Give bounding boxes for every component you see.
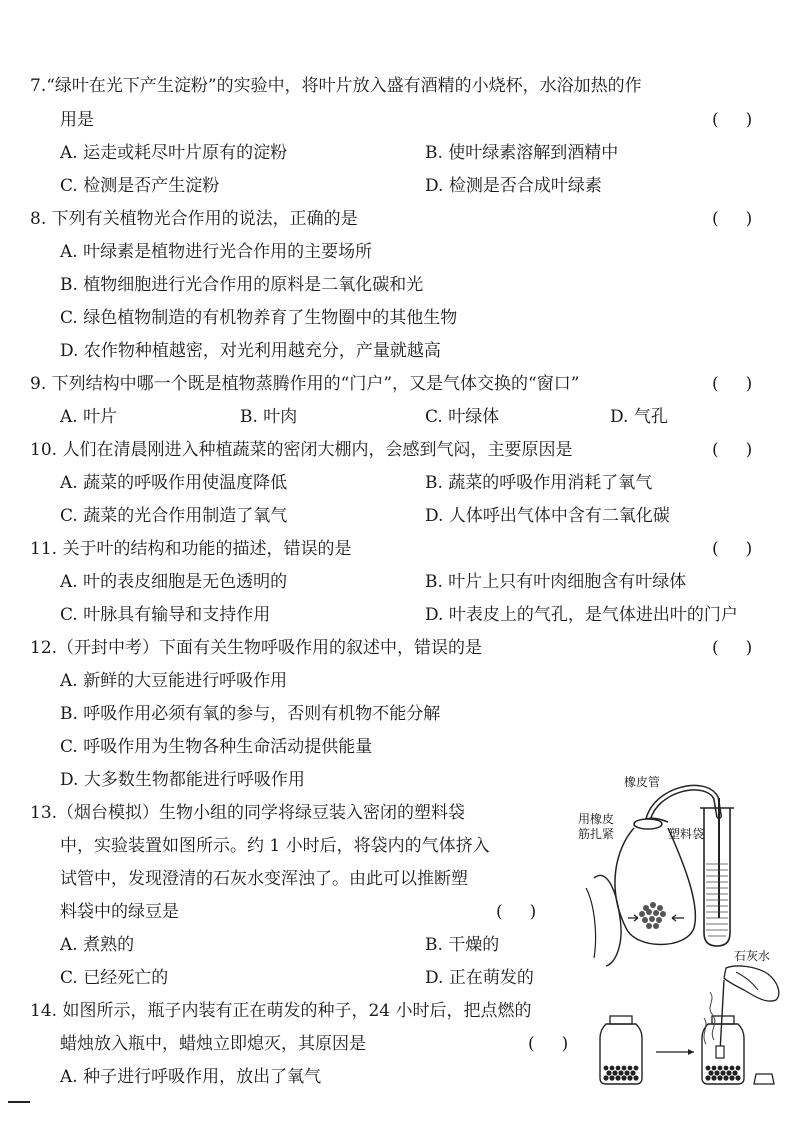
q8-option-c: C. 绿色植物制造的有机物养育了生物圈中的其他生物 [60,308,458,328]
q9-option-b: B. 叶肉 [240,407,298,427]
footer-rule [8,1101,30,1103]
answer-blank-14[interactable]: ( ) [528,1034,569,1054]
q11-option-c: C. 叶脉具有输导和支持作用 [60,605,271,625]
question-11-stem: 11. 关于叶的结构和功能的描述，错误的是 [30,539,352,559]
q9-option-a: A. 叶片 [60,407,118,427]
q7-option-a: A. 运走或耗尽叶片原有的淀粉 [60,143,288,163]
label-tie-line2: 筋扎紧 [578,827,615,841]
jar-candle-illustration [596,960,786,1090]
question-9-stem: 9. 下列结构中哪一个既是植物蒸腾作用的“门户”，又是气体交换的“窗口” [30,374,580,394]
answer-blank-9[interactable]: ( ) [712,374,753,394]
q7-option-c: C. 检测是否产生淀粉 [60,176,220,196]
question-12-stem: 12.（开封中考）下面有关生物呼吸作用的叙述中，错误的是 [30,638,483,658]
q14-option-a: A. 种子进行呼吸作用，放出了氧气 [60,1067,322,1087]
label-plastic-bag: 塑料袋 [668,827,705,841]
question-13-stem-cont-1: 中，实验装置如图所示。约 1 小时后，将袋内的气体挤入 [60,836,490,856]
q13-option-d: D. 正在萌发的 [425,968,534,988]
bag-apparatus-illustration [576,768,776,968]
answer-blank-11[interactable]: ( ) [712,539,753,559]
q13-option-c: C. 已经死亡的 [60,968,169,988]
q9-option-d: D. 气孔 [610,407,668,427]
q13-option-b: B. 干燥的 [425,935,500,955]
q7-option-b: B. 使叶绿素溶解到酒精中 [425,143,619,163]
question-10-stem: 10. 人们在清晨刚进入种植蔬菜的密闭大棚内，会感到气闷，主要原因是 [30,440,573,460]
question-13-stem-cont-3: 料袋中的绿豆是 [60,902,179,922]
answer-blank-12[interactable]: ( ) [712,638,753,658]
question-8-stem: 8. 下列有关植物光合作用的说法，正确的是 [30,209,358,229]
question-7-stem: 7.“绿叶在光下产生淀粉”的实验中，将叶片放入盛有酒精的小烧杯，水浴加热的作 [30,76,642,96]
q11-option-a: A. 叶的表皮细胞是无色透明的 [60,572,288,592]
q11-option-b: B. 叶片上只有叶肉细胞含有叶绿体 [425,572,687,592]
q12-option-a: A. 新鲜的大豆能进行呼吸作用 [60,671,288,691]
q12-option-c: C. 呼吸作用为生物各种生命活动提供能量 [60,737,373,757]
answer-blank-8[interactable]: ( ) [712,209,753,229]
label-rubber-tube: 橡皮管 [624,775,661,789]
answer-blank-13[interactable]: ( ) [496,902,537,922]
q13-option-a: A. 煮熟的 [60,935,135,955]
q8-option-d: D. 农作物种植越密，对光利用越充分，产量就越高 [60,341,441,361]
q11-option-d: D. 叶表皮上的气孔，是气体进出叶的门户 [425,605,738,625]
answer-blank-7[interactable]: ( ) [712,110,753,130]
answer-blank-10[interactable]: ( ) [712,440,753,460]
q9-option-c: C. 叶绿体 [425,407,500,427]
q8-option-a: A. 叶绿素是植物进行光合作用的主要场所 [60,242,373,262]
q12-option-b: B. 呼吸作用必须有氧的参与，否则有机物不能分解 [60,704,441,724]
q10-option-c: C. 蔬菜的光合作用制造了氧气 [60,506,288,526]
question-7-stem-cont: 用是 [60,110,94,130]
label-lime-water: 石灰水 [734,949,771,963]
label-tie-line1: 用橡皮 [578,812,615,826]
question-13-stem-cont-2: 试管中，发现澄清的石灰水变浑浊了。由此可以推断塑 [60,869,468,889]
question-13-stem: 13.（烟台模拟）生物小组的同学将绿豆装入密闭的塑料袋 [30,803,466,823]
figure-jar-candle-experiment [596,960,786,1090]
q8-option-b: B. 植物细胞进行光合作用的原料是二氧化碳和光 [60,275,424,295]
q12-option-d: D. 大多数生物都能进行呼吸作用 [60,770,305,790]
question-14-stem-cont: 蜡烛放入瓶中，蜡烛立即熄灭，其原因是 [60,1034,366,1054]
figure-plastic-bag-experiment [576,768,776,968]
q10-option-b: B. 蔬菜的呼吸作用消耗了氧气 [425,473,653,493]
q10-option-a: A. 蔬菜的呼吸作用使温度降低 [60,473,288,493]
q7-option-d: D. 检测是否合成叶绿素 [425,176,602,196]
q10-option-d: D. 人体呼出气体中含有二氧化碳 [425,506,670,526]
question-14-stem: 14. 如图所示，瓶子内装有正在萌发的种子，24 小时后，把点燃的 [30,1001,532,1021]
